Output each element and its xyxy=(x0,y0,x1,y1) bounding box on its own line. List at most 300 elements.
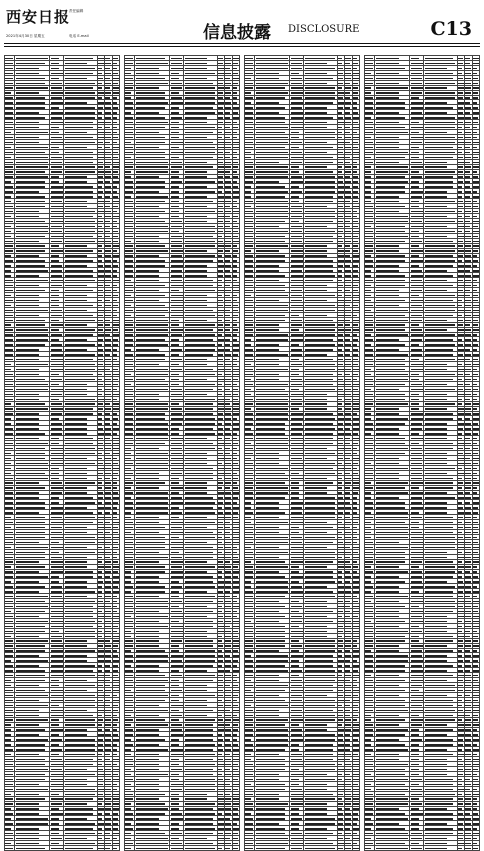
illegible-text-mark xyxy=(185,176,206,177)
illegible-text-mark xyxy=(125,640,133,641)
illegible-text-mark xyxy=(225,680,230,681)
illegible-text-mark xyxy=(136,458,168,459)
illegible-text-mark xyxy=(113,492,118,493)
illegible-text-mark xyxy=(218,468,224,469)
illegible-text-mark xyxy=(98,221,103,222)
illegible-text-mark xyxy=(125,601,132,602)
illegible-text-mark xyxy=(225,823,231,824)
illegible-text-mark xyxy=(225,453,229,454)
illegible-text-mark xyxy=(98,413,102,414)
illegible-text-mark xyxy=(233,808,238,809)
illegible-text-mark xyxy=(16,690,45,691)
illegible-text-mark xyxy=(98,611,102,612)
illegible-text-mark xyxy=(125,828,133,829)
illegible-text-mark xyxy=(218,68,224,69)
illegible-text-mark xyxy=(16,236,45,237)
illegible-text-mark xyxy=(5,226,11,227)
illegible-text-mark xyxy=(185,374,215,375)
illegible-text-mark xyxy=(125,295,131,296)
illegible-text-mark xyxy=(218,176,223,177)
illegible-text-mark xyxy=(105,339,111,340)
illegible-text-mark xyxy=(171,586,182,587)
illegible-text-mark xyxy=(233,280,237,281)
illegible-text-mark xyxy=(5,532,13,533)
illegible-text-mark xyxy=(225,226,229,227)
illegible-text-mark xyxy=(51,250,63,251)
illegible-text-mark xyxy=(185,823,212,824)
illegible-text-mark xyxy=(98,557,102,558)
illegible-text-mark xyxy=(125,344,133,345)
illegible-text-mark xyxy=(125,547,133,548)
illegible-text-mark xyxy=(171,581,180,582)
illegible-text-mark xyxy=(136,117,165,118)
illegible-text-mark xyxy=(136,97,165,98)
illegible-text-mark xyxy=(136,63,168,64)
illegible-text-mark xyxy=(65,211,95,212)
illegible-text-mark xyxy=(51,715,63,716)
illegible-text-mark xyxy=(233,695,238,696)
illegible-text-mark xyxy=(233,389,238,390)
illegible-text-mark xyxy=(16,201,45,202)
illegible-text-mark xyxy=(5,349,12,350)
illegible-text-mark xyxy=(218,329,223,330)
illegible-text-mark xyxy=(218,586,224,587)
illegible-text-mark xyxy=(185,137,206,138)
illegible-text-mark xyxy=(98,591,102,592)
illegible-text-mark xyxy=(16,448,45,449)
illegible-text-mark xyxy=(98,438,103,439)
illegible-text-mark xyxy=(113,196,118,197)
illegible-text-mark xyxy=(218,245,224,246)
illegible-text-mark xyxy=(65,833,95,834)
illegible-text-mark xyxy=(218,73,224,74)
illegible-text-mark xyxy=(105,107,111,108)
illegible-text-mark xyxy=(113,769,119,770)
illegible-text-mark xyxy=(225,329,229,330)
illegible-text-mark xyxy=(233,739,237,740)
illegible-text-mark xyxy=(185,769,212,770)
illegible-text-mark xyxy=(98,260,102,261)
illegible-text-mark xyxy=(98,453,102,454)
illegible-text-mark xyxy=(136,162,168,163)
illegible-text-mark xyxy=(225,739,229,740)
illegible-text-mark xyxy=(136,557,168,558)
illegible-text-mark xyxy=(185,305,206,306)
illegible-text-mark xyxy=(125,92,131,93)
illegible-text-mark xyxy=(218,774,222,775)
illegible-text-mark xyxy=(185,320,206,321)
illegible-text-mark xyxy=(225,557,231,558)
illegible-text-mark xyxy=(113,176,118,177)
illegible-text-mark xyxy=(136,399,159,400)
illegible-text-mark xyxy=(225,789,231,790)
illegible-text-mark xyxy=(113,774,118,775)
illegible-text-mark xyxy=(113,171,118,172)
illegible-text-mark xyxy=(136,285,165,286)
illegible-text-mark xyxy=(16,359,39,360)
illegible-text-mark xyxy=(113,497,119,498)
illegible-text-mark xyxy=(51,621,63,622)
illegible-text-mark xyxy=(218,403,224,404)
illegible-text-mark xyxy=(171,236,182,237)
illegible-text-mark xyxy=(16,547,48,548)
illegible-text-mark xyxy=(136,650,165,651)
illegible-text-mark xyxy=(16,606,48,607)
illegible-text-mark xyxy=(171,710,180,711)
illegible-text-mark xyxy=(105,828,110,829)
illegible-text-mark xyxy=(98,305,102,306)
illegible-text-mark xyxy=(185,685,206,686)
illegible-text-mark xyxy=(225,695,230,696)
illegible-text-mark xyxy=(171,403,180,404)
illegible-text-mark xyxy=(233,162,238,163)
illegible-text-mark xyxy=(16,794,39,795)
illegible-text-mark xyxy=(185,729,212,730)
illegible-text-mark xyxy=(218,231,223,232)
illegible-text-mark xyxy=(113,221,117,222)
illegible-text-mark xyxy=(5,779,13,780)
illegible-text-mark xyxy=(16,724,39,725)
illegible-text-mark xyxy=(51,453,63,454)
illegible-text-mark xyxy=(185,418,215,419)
illegible-text-mark xyxy=(185,482,206,483)
table-row xyxy=(125,846,240,851)
illegible-text-mark xyxy=(185,695,215,696)
illegible-text-mark xyxy=(5,107,12,108)
illegible-text-mark xyxy=(51,813,63,814)
illegible-text-mark xyxy=(125,245,133,246)
illegible-text-mark xyxy=(113,586,118,587)
illegible-text-mark xyxy=(105,152,110,153)
illegible-text-mark xyxy=(225,759,230,760)
illegible-text-mark xyxy=(225,399,229,400)
illegible-text-mark xyxy=(125,226,132,227)
illegible-text-mark xyxy=(218,487,222,488)
illegible-text-mark xyxy=(171,97,182,98)
illegible-text-mark xyxy=(113,216,119,217)
illegible-text-mark xyxy=(185,517,206,518)
illegible-text-mark xyxy=(65,315,92,316)
illegible-text-mark xyxy=(65,384,86,385)
illegible-text-mark xyxy=(16,739,48,740)
illegible-text-mark xyxy=(125,522,133,523)
illegible-text-mark xyxy=(245,83,252,84)
illegible-text-mark xyxy=(51,394,62,395)
table-cell xyxy=(225,846,232,851)
illegible-text-mark xyxy=(125,680,132,681)
illegible-text-mark xyxy=(51,655,63,656)
illegible-text-mark xyxy=(65,640,86,641)
illegible-text-mark xyxy=(225,186,231,187)
illegible-text-mark xyxy=(51,705,60,706)
illegible-text-mark xyxy=(171,497,182,498)
illegible-text-mark xyxy=(51,137,62,138)
illegible-text-mark xyxy=(16,798,45,799)
illegible-text-mark xyxy=(98,329,103,330)
illegible-text-mark xyxy=(16,631,45,632)
illegible-text-mark xyxy=(171,147,180,148)
illegible-text-mark xyxy=(16,705,48,706)
illegible-text-mark xyxy=(113,418,118,419)
illegible-text-mark xyxy=(113,374,119,375)
illegible-text-mark xyxy=(218,833,223,834)
illegible-text-mark xyxy=(171,690,182,691)
illegible-text-mark xyxy=(113,675,118,676)
illegible-text-mark xyxy=(51,591,62,592)
illegible-text-mark xyxy=(136,300,159,301)
illegible-text-mark xyxy=(16,823,48,824)
illegible-text-mark xyxy=(171,591,180,592)
illegible-text-mark xyxy=(65,576,92,577)
illegible-text-mark xyxy=(51,640,62,641)
illegible-text-mark xyxy=(105,374,110,375)
illegible-text-mark xyxy=(218,552,222,553)
illegible-text-mark xyxy=(125,645,133,646)
illegible-text-mark xyxy=(171,112,180,113)
illegible-text-mark xyxy=(98,339,103,340)
illegible-text-mark xyxy=(225,463,230,464)
illegible-text-mark xyxy=(16,413,39,414)
illegible-text-mark xyxy=(98,838,102,839)
illegible-text-mark xyxy=(113,596,117,597)
illegible-text-mark xyxy=(136,616,168,617)
illegible-text-mark xyxy=(233,596,237,597)
illegible-text-mark xyxy=(125,260,132,261)
illegible-text-mark xyxy=(185,591,206,592)
illegible-text-mark xyxy=(65,468,86,469)
illegible-text-mark xyxy=(218,270,223,271)
illegible-text-mark xyxy=(113,275,117,276)
illegible-text-mark xyxy=(171,552,180,553)
illegible-text-mark xyxy=(233,823,237,824)
illegible-text-mark xyxy=(218,769,222,770)
illegible-text-mark xyxy=(65,581,86,582)
illegible-text-mark xyxy=(125,512,131,513)
illegible-text-mark xyxy=(113,734,118,735)
illegible-text-mark xyxy=(125,650,131,651)
illegible-text-mark xyxy=(105,843,111,844)
illegible-text-mark xyxy=(105,127,109,128)
illegible-text-mark xyxy=(225,344,229,345)
illegible-text-mark xyxy=(233,231,238,232)
illegible-text-mark xyxy=(225,828,230,829)
illegible-text-mark xyxy=(233,58,239,59)
illegible-text-mark xyxy=(136,463,168,464)
illegible-text-mark xyxy=(233,285,239,286)
illegible-text-mark xyxy=(233,571,239,572)
illegible-text-mark xyxy=(171,517,180,518)
illegible-text-mark xyxy=(65,561,86,562)
illegible-text-mark xyxy=(125,621,132,622)
illegible-text-mark xyxy=(233,369,239,370)
illegible-text-mark xyxy=(136,295,165,296)
illegible-text-mark xyxy=(136,581,159,582)
illegible-text-mark xyxy=(65,152,92,153)
illegible-text-mark xyxy=(98,616,104,617)
illegible-text-mark xyxy=(5,58,13,59)
illegible-text-mark xyxy=(233,379,238,380)
illegible-text-mark xyxy=(98,517,104,518)
illegible-text-mark xyxy=(16,260,45,261)
illegible-text-mark xyxy=(16,290,45,291)
illegible-text-mark xyxy=(16,502,45,503)
illegible-text-mark xyxy=(185,310,212,311)
illegible-text-mark xyxy=(136,566,165,567)
illegible-text-mark xyxy=(16,137,39,138)
illegible-text-mark xyxy=(5,537,12,538)
illegible-text-mark xyxy=(51,749,62,750)
illegible-text-mark xyxy=(225,611,230,612)
illegible-text-mark xyxy=(105,448,111,449)
illegible-text-mark xyxy=(51,408,63,409)
illegible-text-mark xyxy=(16,403,45,404)
illegible-text-mark xyxy=(51,690,63,691)
illegible-text-mark xyxy=(105,186,110,187)
illegible-text-mark xyxy=(98,369,104,370)
illegible-text-mark xyxy=(136,586,165,587)
illegible-text-mark xyxy=(105,403,109,404)
illegible-text-mark xyxy=(113,655,118,656)
illegible-text-mark xyxy=(136,749,168,750)
illegible-text-mark xyxy=(105,522,109,523)
illegible-text-mark xyxy=(16,408,48,409)
illegible-text-mark xyxy=(5,157,11,158)
illegible-text-mark xyxy=(5,354,12,355)
illegible-text-mark xyxy=(51,789,63,790)
illegible-text-mark xyxy=(16,660,48,661)
illegible-text-mark xyxy=(65,68,95,69)
illegible-text-mark xyxy=(185,794,206,795)
illegible-text-mark xyxy=(136,497,168,498)
illegible-text-mark xyxy=(98,157,104,158)
illegible-text-mark xyxy=(105,576,109,577)
illegible-text-mark xyxy=(113,206,118,207)
illegible-text-mark xyxy=(225,216,229,217)
illegible-text-mark xyxy=(98,502,102,503)
illegible-text-mark xyxy=(171,389,182,390)
illegible-text-mark xyxy=(105,394,111,395)
illegible-text-mark xyxy=(125,838,131,839)
illegible-text-mark xyxy=(105,512,109,513)
illegible-text-mark xyxy=(5,774,12,775)
illegible-text-mark xyxy=(125,379,133,380)
illegible-text-mark xyxy=(105,685,109,686)
illegible-text-mark xyxy=(105,581,111,582)
illegible-text-mark xyxy=(105,621,110,622)
illegible-text-mark xyxy=(16,152,45,153)
illegible-text-mark xyxy=(105,774,111,775)
illegible-text-mark xyxy=(65,176,86,177)
illegible-text-mark xyxy=(51,117,62,118)
illegible-text-mark xyxy=(16,275,39,276)
illegible-text-mark xyxy=(98,78,103,79)
illegible-text-mark xyxy=(171,127,180,128)
illegible-text-mark xyxy=(171,132,180,133)
illegible-text-mark xyxy=(218,349,224,350)
illegible-text-mark xyxy=(225,443,230,444)
illegible-text-mark xyxy=(113,705,118,706)
illegible-text-mark xyxy=(65,320,95,321)
illegible-text-mark xyxy=(105,784,111,785)
illegible-text-mark xyxy=(245,87,253,88)
illegible-text-mark xyxy=(51,374,60,375)
illegible-text-mark xyxy=(105,719,110,720)
illegible-text-mark xyxy=(65,522,92,523)
illegible-text-mark xyxy=(16,339,48,340)
illegible-text-mark xyxy=(5,369,11,370)
illegible-text-mark xyxy=(113,162,119,163)
illegible-text-mark xyxy=(185,408,212,409)
illegible-text-mark xyxy=(125,532,131,533)
illegible-text-mark xyxy=(136,181,165,182)
illegible-text-mark xyxy=(5,566,11,567)
illegible-text-mark xyxy=(185,132,212,133)
illegible-text-mark xyxy=(65,729,86,730)
illegible-text-mark xyxy=(171,670,180,671)
illegible-text-mark xyxy=(65,245,86,246)
illegible-text-mark xyxy=(185,122,206,123)
illegible-text-mark xyxy=(233,221,237,222)
illegible-text-mark xyxy=(218,705,223,706)
illegible-text-mark xyxy=(136,507,168,508)
illegible-text-mark xyxy=(136,157,165,158)
illegible-text-mark xyxy=(171,369,182,370)
illegible-text-mark xyxy=(98,665,102,666)
illegible-text-mark xyxy=(105,78,109,79)
illegible-text-mark xyxy=(225,394,231,395)
illegible-text-mark xyxy=(98,576,102,577)
illegible-text-mark xyxy=(16,566,45,567)
illegible-text-mark xyxy=(105,606,110,607)
illegible-text-mark xyxy=(65,695,95,696)
illegible-text-mark xyxy=(171,92,180,93)
illegible-text-mark xyxy=(5,764,13,765)
illegible-text-mark xyxy=(51,147,60,148)
illegible-text-mark xyxy=(136,201,165,202)
illegible-text-mark xyxy=(65,334,92,335)
illegible-text-mark xyxy=(65,171,95,172)
illegible-text-mark xyxy=(218,334,222,335)
illegible-text-mark xyxy=(225,507,231,508)
illegible-text-mark xyxy=(125,87,132,88)
illegible-text-mark xyxy=(98,379,102,380)
illegible-text-mark xyxy=(16,650,45,651)
illegible-text-mark xyxy=(233,616,237,617)
illegible-text-mark xyxy=(5,171,12,172)
illegible-text-mark xyxy=(16,734,39,735)
illegible-text-mark xyxy=(171,680,180,681)
illegible-text-mark xyxy=(98,324,103,325)
illegible-text-mark xyxy=(233,92,237,93)
illegible-text-mark xyxy=(65,324,86,325)
illegible-text-mark xyxy=(98,384,103,385)
illegible-text-mark xyxy=(171,542,183,543)
illegible-text-mark xyxy=(225,92,230,93)
illegible-text-mark xyxy=(125,542,133,543)
illegible-text-mark xyxy=(65,241,95,242)
illegible-text-mark xyxy=(218,97,223,98)
illegible-text-mark xyxy=(105,586,110,587)
illegible-text-mark xyxy=(98,142,103,143)
illegible-text-mark xyxy=(125,606,133,607)
illegible-text-mark xyxy=(185,423,215,424)
illegible-text-mark xyxy=(171,458,183,459)
illegible-text-mark xyxy=(136,339,165,340)
illegible-text-mark xyxy=(185,152,215,153)
illegible-text-mark xyxy=(51,379,62,380)
illegible-text-mark xyxy=(218,828,224,829)
illegible-text-mark xyxy=(171,433,180,434)
